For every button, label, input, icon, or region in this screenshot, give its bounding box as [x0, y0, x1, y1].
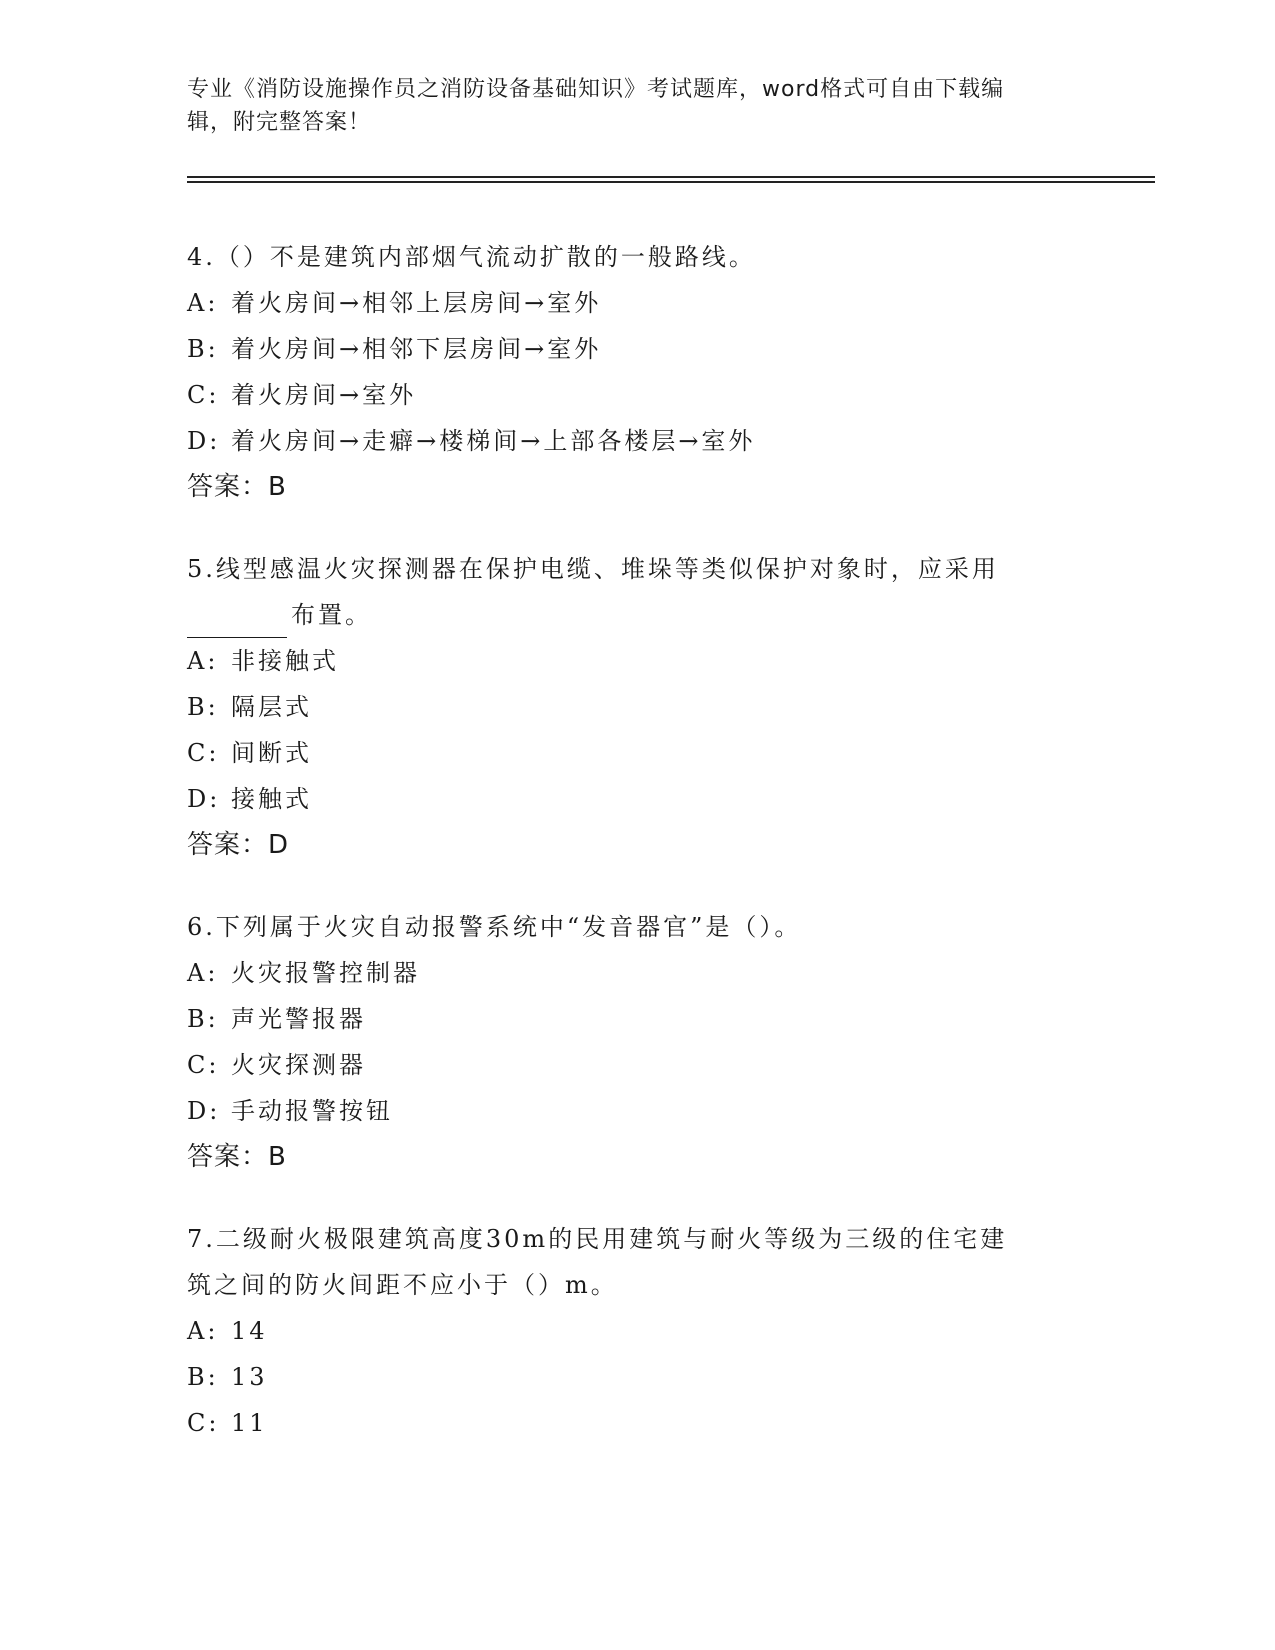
option-text: 着火房间→室外: [231, 381, 417, 409]
option-text: 间断式: [231, 739, 312, 767]
question-6: [187, 904, 1087, 1180]
option-a: [187, 638, 1087, 684]
option-letter: B:: [187, 1005, 219, 1033]
question-text-line-1: 5.线型感温火灾探测器在保护电缆、堆垛等类似保护对象时，应采用: [187, 555, 999, 583]
question-list: [187, 234, 1087, 1482]
option-b: [187, 1354, 1087, 1400]
option-letter: D:: [187, 1097, 221, 1125]
option-letter: A:: [187, 647, 219, 675]
document-header: [187, 73, 1077, 139]
option-text: 火灾报警控制器: [231, 959, 420, 987]
option-letter: D:: [187, 785, 221, 813]
answer-line: 答案：B: [187, 1142, 287, 1172]
header-line-2: 辑，附完整答案！: [187, 110, 372, 135]
question-text: 4.（）不是建筑内部烟气流动扩散的一般路线。: [187, 243, 756, 271]
option-c: [187, 1400, 1087, 1446]
option-text: 声光警报器: [231, 1005, 366, 1033]
option-text: 接触式: [231, 785, 312, 813]
option-a: [187, 950, 1087, 996]
option-c: [187, 730, 1087, 776]
option-letter: B:: [187, 1363, 219, 1391]
option-d: [187, 1088, 1087, 1134]
header-line-1: 专业《消防设施操作员之消防设备基础知识》考试题库，word格式可自由下载编: [187, 77, 1005, 102]
header-divider-bottom: [187, 181, 1155, 183]
option-letter: C:: [187, 381, 220, 409]
option-a: [187, 280, 1087, 326]
option-letter: A:: [187, 289, 219, 317]
option-b: [187, 684, 1087, 730]
option-letter: B:: [187, 693, 219, 721]
option-text: 手动报警按钮: [231, 1097, 393, 1125]
option-text: 火灾探测器: [231, 1051, 366, 1079]
option-c: [187, 372, 1087, 418]
option-b: [187, 996, 1087, 1042]
option-text: 着火房间→走癖→楼梯间→上部各楼层→室外: [231, 427, 756, 455]
answer-line: 答案：D: [187, 830, 290, 860]
option-letter: A:: [187, 1317, 219, 1345]
option-letter: C:: [187, 1051, 220, 1079]
question-text-line-2: [187, 592, 1087, 638]
question-text-tail: 布置。: [291, 601, 372, 629]
option-text: 隔层式: [231, 693, 312, 721]
answer-line: 答案：B: [187, 472, 287, 502]
option-text: 非接触式: [231, 647, 339, 675]
question-5: [187, 546, 1087, 868]
question-text-line-2: 筑之间的防火间距不应小于（）m。: [187, 1271, 618, 1299]
option-text: 13: [231, 1363, 268, 1391]
option-c: [187, 1042, 1087, 1088]
option-text: 14: [231, 1317, 268, 1345]
question-text: 6.下列属于火灾自动报警系统中“发音器官”是（）。: [187, 913, 802, 941]
option-d: [187, 776, 1087, 822]
option-letter: C:: [187, 739, 220, 767]
option-letter: B:: [187, 335, 219, 363]
header-divider-top: [187, 176, 1155, 178]
option-d: [187, 418, 1087, 464]
question-text-line-1: 7.二级耐火极限建筑高度30m的民用建筑与耐火等级为三级的住宅建: [187, 1225, 1008, 1253]
option-letter: A:: [187, 959, 219, 987]
option-letter: D:: [187, 427, 221, 455]
fill-blank: [187, 607, 287, 638]
option-a: [187, 1308, 1087, 1354]
option-text: 着火房间→相邻下层房间→室外: [231, 335, 602, 363]
question-7: [187, 1216, 1087, 1446]
question-4: [187, 234, 1087, 510]
option-b: [187, 326, 1087, 372]
option-text: 11: [231, 1409, 268, 1437]
option-letter: C:: [187, 1409, 220, 1437]
option-text: 着火房间→相邻上层房间→室外: [231, 289, 602, 317]
